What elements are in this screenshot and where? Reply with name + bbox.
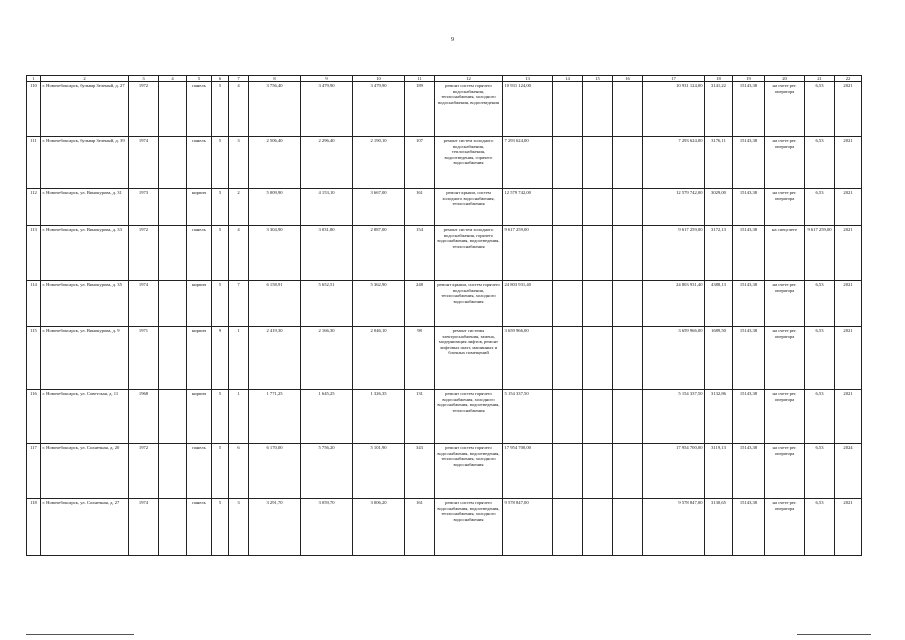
residential-area-cell: 2 887,00 <box>353 226 405 281</box>
year-cell: 1974 <box>129 281 159 327</box>
wall-material-cell: кирпич <box>187 189 212 226</box>
empty-cell <box>159 226 187 281</box>
column-number: 17 <box>643 76 705 82</box>
unit-cost-cell: 3119,13 <box>705 444 733 499</box>
row-number-cell: 111 <box>27 137 41 189</box>
empty-cell <box>553 444 583 499</box>
premises-area-cell: 2 296,40 <box>301 137 353 189</box>
column-number: 16 <box>613 76 643 82</box>
total-cost-cell: 7 293 624,00 <box>643 137 705 189</box>
fund-method-cell: на счете рег. оператора <box>765 327 805 390</box>
floors-cell: 5 <box>212 137 229 189</box>
works-cell: ремонт систем горячего водоснабжения, холодного водоснабжения, водоотведения, теплоснабжения <box>435 390 503 444</box>
column-number: 2 <box>41 76 129 82</box>
column-number: 9 <box>301 76 353 82</box>
page-number: 9 <box>451 37 454 43</box>
fund-method-cell: на спецсчете <box>765 226 805 281</box>
floors-cell: 5 <box>212 281 229 327</box>
total-cost-cell: 9 578 847,00 <box>643 499 705 556</box>
floors-cell: 5 <box>212 226 229 281</box>
cost-limit-cell: 15143,38 <box>733 390 765 444</box>
completion-year-cell: 2021 <box>835 226 862 281</box>
entrances-cell: 2 <box>229 189 249 226</box>
wall-material-cell: панель <box>187 226 212 281</box>
entrances-cell: 6 <box>229 444 249 499</box>
cost-limit-cell: 15143,38 <box>733 444 765 499</box>
residents-cell: 343 <box>405 444 435 499</box>
address-cell: г. Новочебоксарск, бульвар Зеленый, д. 39 <box>41 137 129 189</box>
unit-cost-cell: 4388,13 <box>705 281 733 327</box>
empty-cell <box>159 390 187 444</box>
total-area-cell: 3 756,40 <box>249 82 301 137</box>
empty-cell <box>159 82 187 137</box>
column-number: 21 <box>805 76 835 82</box>
wall-material-cell: панель <box>187 444 212 499</box>
total-cost-cell: 24 803 931,40 <box>643 281 705 327</box>
total-area-cell: 6 170,00 <box>249 444 301 499</box>
works-cell: ремонт систем холодного водоснабжения, горячего водоснабжения, водоотведения, теплоснабжения <box>435 226 503 281</box>
unit-cost-cell: 3130,65 <box>705 499 733 556</box>
total-cost-cell: 12 579 742,00 <box>643 189 705 226</box>
table-row <box>27 444 862 499</box>
capital-repair-table <box>26 75 862 556</box>
total-cost-cell: 3 659 966,00 <box>643 327 705 390</box>
cost-limit-cell: 15143,38 <box>733 499 765 556</box>
fund-method-cell: на счете рег. оператора <box>765 390 805 444</box>
residents-cell: 161 <box>405 499 435 556</box>
empty-cell <box>613 189 643 226</box>
total-area-cell: 2 506,40 <box>249 137 301 189</box>
row-number-cell: 110 <box>27 82 41 137</box>
residential-area-cell: 3 667,00 <box>353 189 405 226</box>
completion-year-cell: 2021 <box>835 327 862 390</box>
empty-cell <box>159 137 187 189</box>
year-cell: 1972 <box>129 226 159 281</box>
column-number: 1 <box>27 76 41 82</box>
year-cell: 1972 <box>129 444 159 499</box>
wall-material-cell: панель <box>187 137 212 189</box>
column-number: 14 <box>553 76 583 82</box>
column-number: 19 <box>733 76 765 82</box>
empty-cell <box>553 189 583 226</box>
residential-area-cell: 5 101,90 <box>353 444 405 499</box>
works-cell: ремонт систем горячего водоснабжения, теплоснабжения, холодного водоснабжения, водоотведения <box>435 82 503 137</box>
premises-area-cell: 5 652,51 <box>301 281 353 327</box>
completion-year-cell: 2021 <box>835 137 862 189</box>
wall-material-cell: кирпич <box>187 327 212 390</box>
empty-cell <box>613 444 643 499</box>
empty-cell <box>613 327 643 390</box>
address-cell: г. Новочебоксарск, бульвар Зеленый, д. 27 <box>41 82 129 137</box>
row-number-cell: 116 <box>27 390 41 444</box>
row-number-cell: 112 <box>27 189 41 226</box>
column-number: 18 <box>705 76 733 82</box>
column-number: 8 <box>249 76 301 82</box>
completion-year-cell: 2024 <box>835 444 862 499</box>
total-area-cell: 2 419,30 <box>249 327 301 390</box>
entrances-cell: 4 <box>229 226 249 281</box>
address-cell: г. Новочебоксарск, ул. Солнечная, д. 27 <box>41 499 129 556</box>
fund-method-cell: на счете рег. оператора <box>765 82 805 137</box>
column-number: 10 <box>353 76 405 82</box>
total-cost-cell: 17 954 700,00 <box>643 444 705 499</box>
cost-limit-cell: 15143,38 <box>733 189 765 226</box>
year-cell: 1971 <box>129 327 159 390</box>
table-row <box>27 82 862 137</box>
table-row <box>27 226 862 281</box>
works-cell: ремонт систем холодного водоснабжения, теплоснабжения, водоотведения, горячего водоснабжения <box>435 137 503 189</box>
residents-cell: 98 <box>405 327 435 390</box>
total-area-cell: 5 009,90 <box>249 189 301 226</box>
empty-cell <box>613 499 643 556</box>
address-cell: г. Новочебоксарск, ул. Винокурова, д. 35 <box>41 281 129 327</box>
cost-cell: 10 931 124,00 <box>503 82 553 137</box>
cost-cell: 3 659 966,00 <box>503 327 553 390</box>
completion-year-cell: 2021 <box>835 390 862 444</box>
residential-area-cell: 5 362,90 <box>353 281 405 327</box>
year-cell: 1974 <box>129 137 159 189</box>
premises-area-cell: 5 756,20 <box>301 444 353 499</box>
entrances-cell: 1 <box>229 327 249 390</box>
entrances-cell: 4 <box>229 82 249 137</box>
table-row <box>27 189 862 226</box>
cost-limit-cell: 15143,38 <box>733 137 765 189</box>
floors-cell: 5 <box>212 499 229 556</box>
total-cost-cell: 5 154 337,50 <box>643 390 705 444</box>
residential-area-cell: 2 190,10 <box>353 137 405 189</box>
works-cell: ремонт системы электроснабжения, замена, модернизация лифтов, ремонт лифтовых шахт, машинных и блочных помещений <box>435 327 503 390</box>
cost-cell: 24 803 931,40 <box>503 281 553 327</box>
rate-cell: 6,53 <box>805 327 835 390</box>
works-cell: ремонт систем горячего водоснабжения, водоотведения, теплоснабжения, холодного водоснабжения <box>435 444 503 499</box>
column-number: 15 <box>583 76 613 82</box>
unit-cost-cell: 3176,11 <box>705 137 733 189</box>
address-cell: г. Новочебоксарск, ул. Винокурова, д. 9 <box>41 327 129 390</box>
completion-year-cell: 2021 <box>835 189 862 226</box>
unit-cost-cell: 3029,00 <box>705 189 733 226</box>
completion-year-cell: 2021 <box>835 281 862 327</box>
empty-cell <box>613 226 643 281</box>
table-row <box>27 327 862 390</box>
table-row <box>27 499 862 556</box>
empty-cell <box>613 82 643 137</box>
empty-cell <box>553 327 583 390</box>
empty-cell <box>553 226 583 281</box>
empty-cell <box>553 82 583 137</box>
fund-method-cell: на счете рег. оператора <box>765 137 805 189</box>
empty-cell <box>583 226 613 281</box>
cost-cell: 9 578 847,00 <box>503 499 553 556</box>
premises-area-cell: 3 479,90 <box>301 82 353 137</box>
entrances-cell: 3 <box>229 137 249 189</box>
premises-area-cell: 2 166,30 <box>301 327 353 390</box>
row-number-cell: 118 <box>27 499 41 556</box>
premises-area-cell: 1 645,25 <box>301 390 353 444</box>
unit-cost-cell: 3172,13 <box>705 226 733 281</box>
column-number: 12 <box>435 76 503 82</box>
empty-cell <box>159 189 187 226</box>
floors-cell: 5 <box>212 189 229 226</box>
bottom-rule-right <box>797 634 871 635</box>
works-cell: ремонт систем горячего водоснабжения, водоотведения, теплоснабжения, холодного водоснабжения <box>435 499 503 556</box>
cost-cell: 12 579 742,00 <box>503 189 553 226</box>
empty-cell <box>613 390 643 444</box>
table-row <box>27 137 862 189</box>
row-number-cell: 117 <box>27 444 41 499</box>
column-number: 7 <box>229 76 249 82</box>
column-number: 22 <box>835 76 862 82</box>
year-cell: 1968 <box>129 390 159 444</box>
unit-cost-cell: 3141,22 <box>705 82 733 137</box>
total-area-cell: 6 158,91 <box>249 281 301 327</box>
empty-cell <box>159 444 187 499</box>
rate-cell: 9 617 259,00 <box>805 226 835 281</box>
residents-cell: 131 <box>405 390 435 444</box>
row-number-cell: 115 <box>27 327 41 390</box>
floors-cell: 9 <box>212 327 229 390</box>
wall-material-cell: кирпич <box>187 281 212 327</box>
fund-method-cell: на счете рег. оператора <box>765 444 805 499</box>
floors-cell: 5 <box>212 82 229 137</box>
unit-cost-cell: 1689,50 <box>705 327 733 390</box>
rate-cell: 6,53 <box>805 82 835 137</box>
residents-cell: 154 <box>405 226 435 281</box>
empty-cell <box>583 281 613 327</box>
empty-cell <box>583 390 613 444</box>
residential-area-cell: 3 006,20 <box>353 499 405 556</box>
residents-cell: 107 <box>405 137 435 189</box>
residential-area-cell: 2 046,10 <box>353 327 405 390</box>
entrances-cell: 1 <box>229 390 249 444</box>
empty-cell <box>583 82 613 137</box>
empty-cell <box>159 327 187 390</box>
empty-cell <box>613 137 643 189</box>
address-cell: г. Новочебоксарск, ул. Солнечная, д. 20 <box>41 444 129 499</box>
total-cost-cell: 9 617 259,00 <box>643 226 705 281</box>
completion-year-cell: 2021 <box>835 499 862 556</box>
works-cell: ремонт крыши, систем холодного водоснабжения, теплоснабжения <box>435 189 503 226</box>
premises-area-cell: 4 153,10 <box>301 189 353 226</box>
bottom-rule-left <box>26 634 134 635</box>
empty-cell <box>583 137 613 189</box>
wall-material-cell: кирпич <box>187 390 212 444</box>
address-cell: г. Новочебоксарск, ул. Винокурова, д. 33 <box>41 226 129 281</box>
address-cell: г. Новочебоксарск, ул. Советская, д. 11 <box>41 390 129 444</box>
column-number: 3 <box>129 76 159 82</box>
floors-cell: 5 <box>212 390 229 444</box>
rate-cell: 6,53 <box>805 444 835 499</box>
column-number: 13 <box>503 76 553 82</box>
column-number: 4 <box>159 76 187 82</box>
empty-cell <box>553 281 583 327</box>
empty-cell <box>159 499 187 556</box>
empty-cell <box>553 137 583 189</box>
column-number: 20 <box>765 76 805 82</box>
cost-cell: 17 954 700,00 <box>503 444 553 499</box>
empty-cell <box>159 281 187 327</box>
rate-cell: 6,53 <box>805 137 835 189</box>
rate-cell: 6,53 <box>805 499 835 556</box>
residents-cell: 189 <box>405 82 435 137</box>
residential-area-cell: 1 326,35 <box>353 390 405 444</box>
completion-year-cell: 2021 <box>835 82 862 137</box>
rate-cell: 6,53 <box>805 189 835 226</box>
rate-cell: 6,53 <box>805 281 835 327</box>
cost-limit-cell: 15143,38 <box>733 327 765 390</box>
cost-limit-cell: 15143,38 <box>733 226 765 281</box>
year-cell: 1974 <box>129 499 159 556</box>
residents-cell: 248 <box>405 281 435 327</box>
residents-cell: 161 <box>405 189 435 226</box>
cost-cell: 9 617 259,00 <box>503 226 553 281</box>
cost-limit-cell: 15143,38 <box>733 281 765 327</box>
premises-area-cell: 3 031,80 <box>301 226 353 281</box>
total-area-cell: 3 304,90 <box>249 226 301 281</box>
residential-area-cell: 3 479,90 <box>353 82 405 137</box>
entrances-cell: 7 <box>229 281 249 327</box>
total-cost-cell: 10 931 124,00 <box>643 82 705 137</box>
wall-material-cell: панель <box>187 499 212 556</box>
total-area-cell: 1 771,25 <box>249 390 301 444</box>
column-number: 11 <box>405 76 435 82</box>
cost-limit-cell: 15143,38 <box>733 82 765 137</box>
empty-cell <box>583 499 613 556</box>
fund-method-cell: на счете рег. оператора <box>765 189 805 226</box>
address-cell: г. Новочебоксарск, ул. Винокурова, д. 31 <box>41 189 129 226</box>
year-cell: 1972 <box>129 82 159 137</box>
fund-method-cell: на счете рег. оператора <box>765 281 805 327</box>
unit-cost-cell: 3132,86 <box>705 390 733 444</box>
entrances-cell: 3 <box>229 499 249 556</box>
empty-cell <box>553 499 583 556</box>
row-number-cell: 114 <box>27 281 41 327</box>
column-number: 5 <box>187 76 212 82</box>
cost-cell: 7 293 624,00 <box>503 137 553 189</box>
column-number: 6 <box>212 76 229 82</box>
rate-cell: 6,53 <box>805 390 835 444</box>
table-row <box>27 390 862 444</box>
empty-cell <box>613 281 643 327</box>
empty-cell <box>583 189 613 226</box>
floors-cell: 5 <box>212 444 229 499</box>
fund-method-cell: на счете рег. оператора <box>765 499 805 556</box>
works-cell: ремонт крыши, систем горячего водоснабжения, теплоснабжения, холодного водоснабжения <box>435 281 503 327</box>
cost-cell: 5 154 337,50 <box>503 390 553 444</box>
empty-cell <box>583 444 613 499</box>
wall-material-cell: панель <box>187 82 212 137</box>
total-area-cell: 3 291,70 <box>249 499 301 556</box>
row-number-cell: 113 <box>27 226 41 281</box>
empty-cell <box>583 327 613 390</box>
table-row <box>27 281 862 327</box>
empty-cell <box>553 390 583 444</box>
year-cell: 1973 <box>129 189 159 226</box>
premises-area-cell: 3 059,70 <box>301 499 353 556</box>
